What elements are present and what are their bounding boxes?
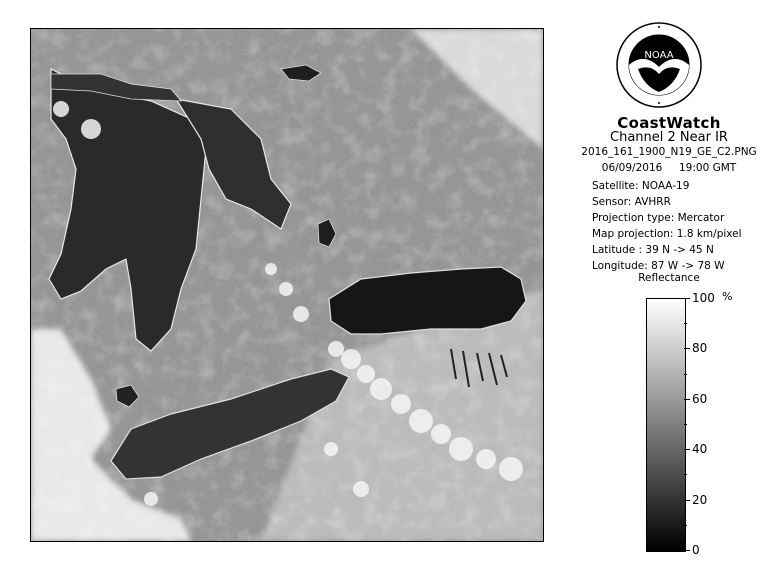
map-projection: Map projection: 1.8 km/pixel [592, 228, 742, 240]
app-title: CoastWatch [617, 114, 721, 132]
colorbar-minor-tick [684, 424, 687, 425]
colorbar-tick-label: 80 [692, 341, 708, 356]
colorbar-minor-tick [684, 525, 687, 526]
file-name: 2016_161_1900_N19_GE_C2.PNG [581, 146, 757, 158]
date-time: 06/09/2016 19:00 GMT [601, 162, 737, 174]
satellite-map [30, 28, 544, 542]
noaa-logo-text: NOAA [644, 50, 674, 61]
projection-type: Projection type: Mercator [592, 212, 725, 224]
colorbar-minor-tick [684, 374, 687, 375]
colorbar-unit: % [722, 290, 733, 303]
reflectance-colorbar [646, 298, 686, 552]
latitude-range: Latitude : 39 N -> 45 N [592, 244, 714, 256]
colorbar-title: Reflectance [638, 272, 700, 284]
sensor-info: Sensor: AVHRR [592, 196, 671, 208]
colorbar-minor-tick [684, 323, 687, 324]
colorbar-tick-label: 60 [692, 391, 708, 406]
colorbar-tick [684, 500, 690, 501]
colorbar-tick-label: 100 [692, 291, 715, 305]
colorbar-tick-label: 0 [692, 543, 700, 557]
colorbar-tick-label: 40 [692, 442, 708, 457]
colorbar-tick [684, 298, 690, 299]
longitude-range: Longitude: 87 W -> 78 W [592, 260, 725, 272]
satellite-info: Satellite: NOAA-19 [592, 180, 690, 192]
colorbar-tick [684, 550, 690, 551]
colorbar-minor-tick [684, 474, 687, 475]
colorbar-tick [684, 348, 690, 349]
colorbar-tick-label: 20 [692, 492, 708, 507]
noaa-logo [616, 22, 702, 108]
satellite-image [31, 29, 543, 541]
colorbar-tick [684, 399, 690, 400]
colorbar-tick [684, 449, 690, 450]
channel-subtitle: Channel 2 Near IR [610, 130, 728, 145]
